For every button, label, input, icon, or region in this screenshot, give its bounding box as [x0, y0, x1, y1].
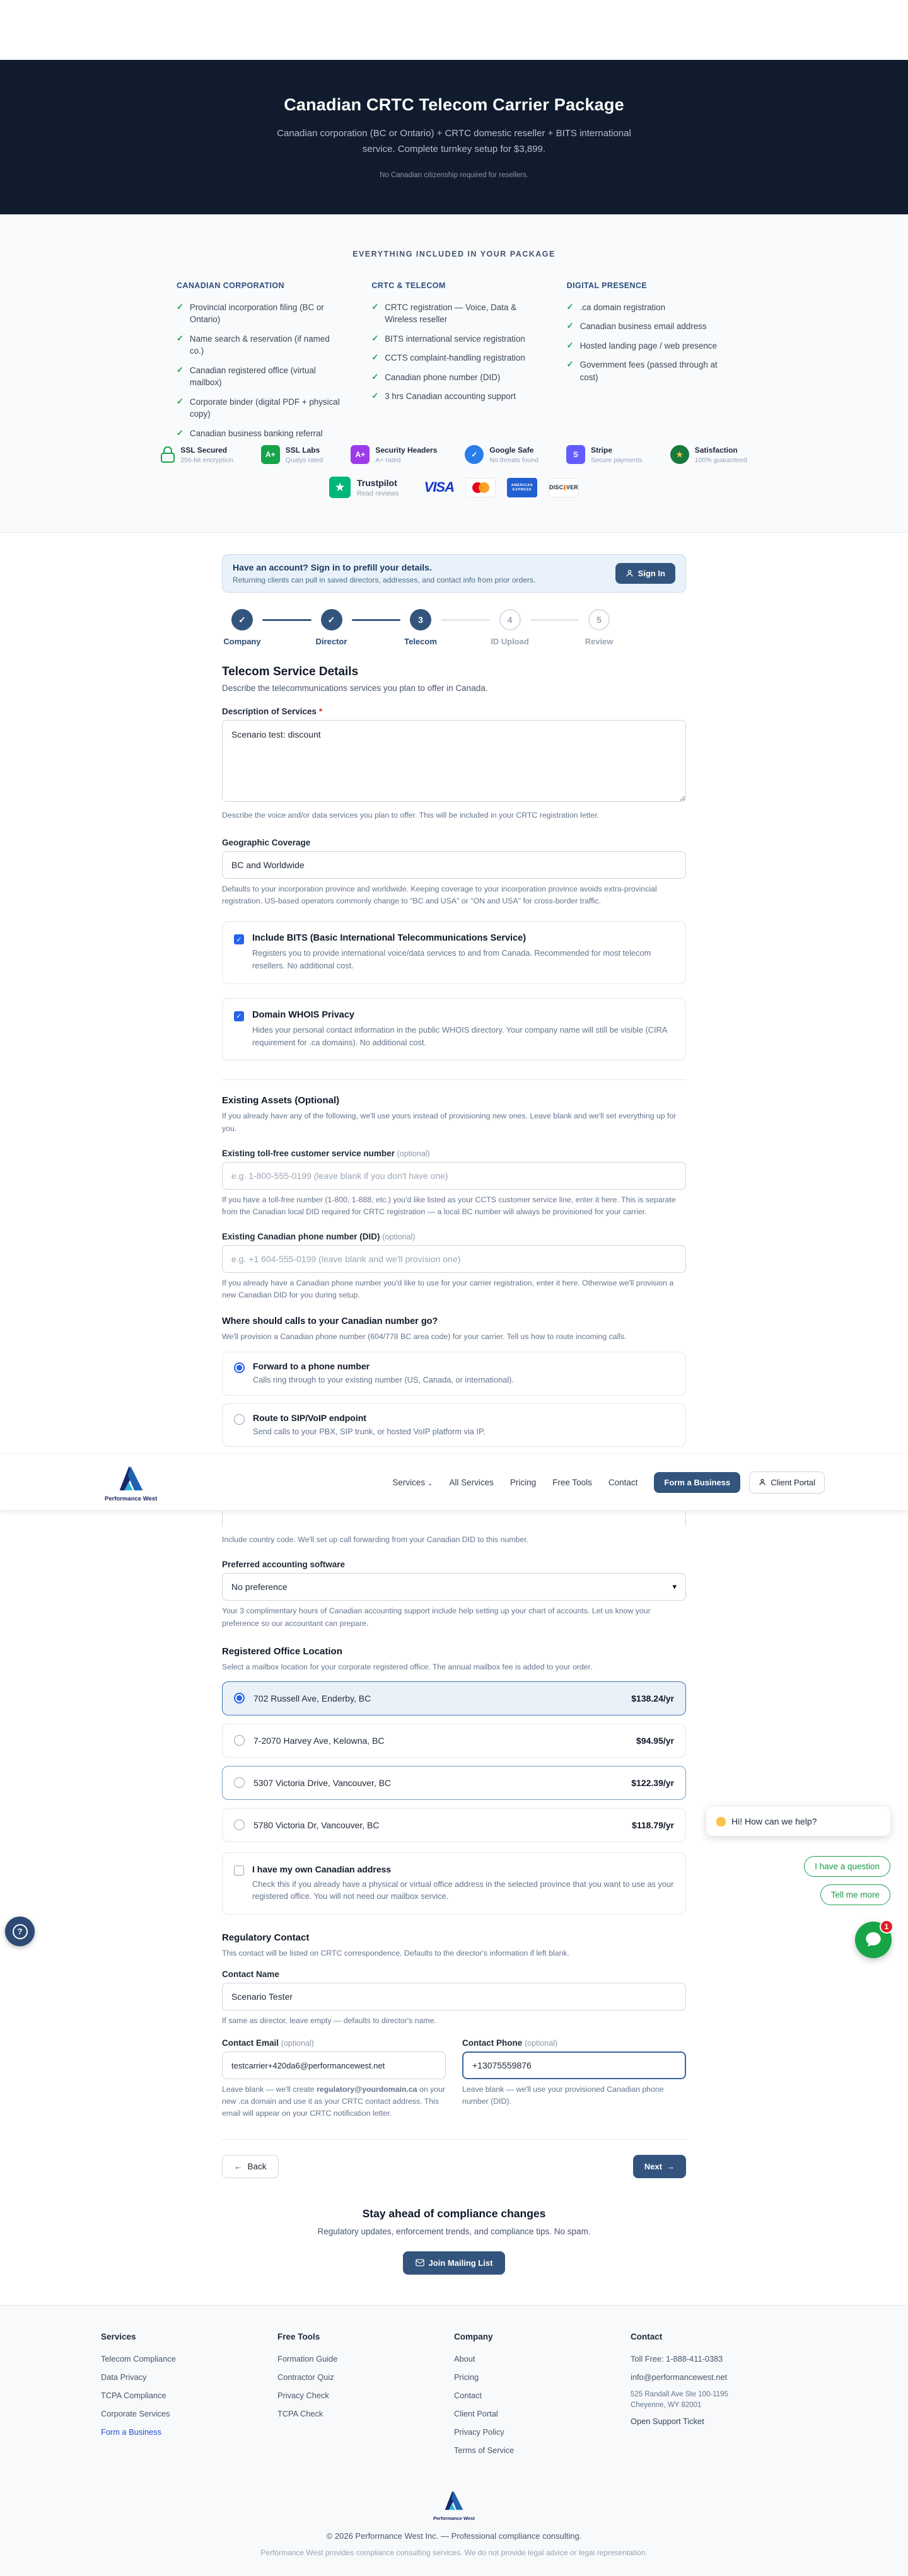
list-item: ✓ Canadian registered office (virtual mailbox) [177, 364, 341, 389]
footer-link-form-a-business[interactable]: Form a Business [101, 2427, 162, 2437]
checkbox-icon[interactable] [234, 1865, 244, 1876]
check-icon [177, 333, 183, 357]
footer-phone[interactable]: Toll Free: 1-888-411-0383 [631, 2353, 723, 2364]
routing-option-sip[interactable]: Route to SIP/VoIP endpoint Send calls to your PBX, SIP trunk, or hosted VoIP platform via IP. [222, 1403, 686, 1448]
radio-icon[interactable] [234, 1819, 245, 1830]
mailbox-option-kelowna[interactable]: 7-2070 Harvey Ave, Kelowna, BC $94.95/yr [222, 1724, 686, 1758]
check-circle-icon: ✓ [465, 445, 484, 464]
trustpilot-star-icon: ★ [329, 477, 351, 498]
section-subtitle: Describe the telecommunications services you plan to offer in Canada. [222, 683, 488, 693]
page-title: Canadian CRTC Telecom Carrier Package [284, 95, 624, 114]
badge-ssl-secured: SSL Secured 256-bit encryption [161, 446, 233, 464]
join-mailing-list-button[interactable]: Join Mailing List [403, 2251, 506, 2275]
check-icon [177, 301, 183, 326]
footer-column-contact: Contact Toll Free: 1-888-411-0383 info@performancewest.net 525 Randall Ave Ste 100-1195 Cheyenne, WY 82001 Open Support Ticket [631, 2332, 807, 2464]
hero-note: No Canadian citizenship required for resellers. [380, 171, 528, 179]
footer-copyright: © 2026 Performance West Inc. — Professional compliance consulting. [326, 2531, 582, 2541]
footer-link[interactable]: TCPA Compliance [101, 2390, 166, 2400]
trustpilot-widget[interactable]: ★ Trustpilot Read reviews [329, 477, 399, 498]
chat-launcher-button[interactable] [855, 1922, 892, 1958]
list-item: ✓ Corporate binder (digital PDF + physical copy) [177, 396, 341, 421]
chat-quick-reply-more[interactable]: Tell me more [820, 1884, 890, 1905]
check-icon [177, 396, 183, 421]
footer [0, 2305, 908, 2576]
description-label: Description of Services * [222, 707, 323, 716]
chat-quick-reply-question[interactable]: I have a question [804, 1856, 890, 1877]
lock-icon [161, 446, 175, 463]
description-helper: Describe the voice and/or data services you plan to offer. This will be included in your CRTC registration letter. [222, 811, 600, 820]
footer-link[interactable]: Client Portal [454, 2408, 498, 2418]
forward-number-helper: Include country code. We'll set up call forwarding from your Canadian DID to this number. [222, 1535, 529, 1545]
step-connector [352, 619, 401, 621]
badge-satisfaction: ★ Satisfaction 100% guaranteed [670, 445, 747, 464]
list-item: ✓ CCTS complaint-handling registration [371, 352, 536, 364]
included-column-crtc: CRTC & TELECOM ✓ CRTC registration — Voice, Data & Wireless reseller ✓ BITS international service registration ✓ CCTS complaint-handling registration ✓ Canadian phone number (DID) ✓ 3 hrs Canadian accounting support [371, 281, 536, 446]
envelope-icon [416, 2259, 424, 2266]
radio-selected-icon[interactable] [234, 1362, 245, 1373]
footer-link[interactable]: Contractor Quiz [277, 2372, 334, 2382]
contact-phone-label: Contact Phone (optional) [462, 2038, 558, 2048]
existing-assets-heading: Existing Assets (Optional) [222, 1095, 340, 1106]
hero-banner [0, 60, 908, 214]
footer-column-company: Company About Pricing Contact Client Portal Privacy Policy Terms of Service [454, 2332, 631, 2464]
visa-logo: VISA [424, 479, 454, 495]
step-check-icon: ✓ [231, 609, 253, 630]
star-circle-icon: ★ [670, 445, 689, 464]
included-column-corporation: CANADIAN CORPORATION ✓ Provincial incorporation filing (BC or Ontario) ✓ Name search & reservation (if named co.) ✓ Canadian registered office (virtual mailbox) ✓ Corporate binder (digital PDF + physical copy) ✓ Canadian business banking referral [177, 281, 341, 446]
question-mark-icon: ? [13, 1924, 28, 1939]
accounting-select[interactable]: No preference ▾ [222, 1573, 686, 1601]
list-item: ✓ Canadian business email address [567, 320, 731, 332]
bits-checkbox-card[interactable]: ✓ Include BITS (Basic International Telecommunications Service) Registers you to provide international voice/data services to and from Canada. Recommended for most telecom resellers. No additional cost. [222, 921, 686, 984]
wave-hand-icon [716, 1817, 726, 1826]
chat-bubble-icon [864, 1930, 883, 1949]
list-item: ✓ Hosted landing page / web presence [567, 340, 731, 352]
badge-ssl-labs: A+ SSL Labs Qualys rated [261, 445, 323, 464]
list-item: ✓ Government fees (passed through at cost) [567, 359, 731, 383]
step-telecom[interactable]: 3 Telecom [400, 609, 441, 646]
mastercard-logo [465, 478, 496, 497]
newsletter-subtitle: Regulatory updates, enforcement trends, and compliance tips. No spam. [317, 2226, 591, 2236]
check-icon [567, 340, 574, 352]
regulatory-desc: This contact will be listed on CRTC correspondence. Defaults to the director's information if left blank. [222, 1949, 569, 1958]
a-plus-badge-icon: A+ [351, 445, 370, 464]
footer-address-line: Cheyenne, WY 82001 [631, 2401, 702, 2409]
nav-contact[interactable]: Contact [608, 1477, 638, 1487]
badge-stripe: S Stripe Secure payments [566, 445, 643, 464]
radio-icon[interactable] [234, 1735, 245, 1746]
package-included-section [0, 214, 908, 438]
footer-email[interactable]: info@performancewest.net [631, 2372, 728, 2382]
badge-google-safe: ✓ Google Safe No threats found [465, 445, 538, 464]
newsletter-title: Stay ahead of compliance changes [362, 2207, 546, 2220]
contact-email-helper: Leave blank — we'll create regulatory@yourdomain.ca on your new .ca domain and use it as your CRTC contact address. This email will appear on your CRTC notification letter. [222, 2085, 446, 2118]
accounting-helper: Your 3 complimentary hours of Canadian accounting support include help setting up your chart of accounts. Let us know your preference so our accountant can prepare. [222, 1606, 651, 1628]
unread-badge: 1 [880, 1920, 893, 1934]
list-item: ✓ Canadian business banking referral [177, 427, 341, 439]
footer-link[interactable]: Privacy Policy [454, 2427, 504, 2437]
routing-desc: We'll provision a Canadian phone number (604/778 BC area code) for your carrier. Tell us how to route incoming calls. [222, 1332, 627, 1341]
check-icon [177, 427, 183, 439]
forward-number-input[interactable] [222, 1512, 686, 1529]
did-label: Existing Canadian phone number (DID) (optional) [222, 1231, 416, 1241]
forward-number-input-clipped [222, 1512, 686, 1529]
included-column-digital: DIGITAL PRESENCE ✓ .ca domain registration ✓ Canadian business email address ✓ Hosted landing page / web presence ✓ Government fees (passed through at cost) [567, 281, 731, 446]
routing-heading: Where should calls to your Canadian number go? [222, 1316, 438, 1326]
mailbox-option-victoria-dr[interactable]: 5780 Victoria Dr, Vancouver, BC $118.79/yr [222, 1808, 686, 1842]
help-button[interactable] [5, 1917, 35, 1946]
section-title: Telecom Service Details [222, 665, 359, 678]
tollfree-helper: If you have a toll-free number (1-800, 1-888, etc.) you'd like listed as your CCTS customer service line, enter it here. This is separate from the Canadian local DID required for CRTC registration — a local BC number will always be provisioned for your carrier. [222, 1195, 676, 1216]
check-icon [567, 359, 574, 383]
accounting-label: Preferred accounting software [222, 1560, 346, 1570]
person-icon [626, 569, 634, 577]
mailbox-option-enderby[interactable]: 702 Russell Ave, Enderby, BC $138.24/yr [222, 1681, 686, 1715]
footer-address-line: 525 Randall Ave Ste 100-1195 [631, 2390, 728, 2398]
step-director[interactable]: ✓ Director [311, 609, 352, 646]
office-heading: Registered Office Location [222, 1645, 342, 1657]
step-number: 4 [499, 609, 521, 630]
divider [222, 1079, 686, 1080]
radio-icon[interactable] [234, 1777, 245, 1788]
coverage-input[interactable] [222, 851, 686, 879]
client-portal-button[interactable]: Client Portal [749, 1471, 825, 1494]
own-address-checkbox-card[interactable]: I have my own Canadian address Check this if you already have a physical or virtual office address in the selected province that you want to use as your registered office. You will not need our mailbox service. [222, 1852, 686, 1915]
list-item: ✓ 3 hrs Canadian accounting support [371, 390, 536, 402]
trust-badges-section [0, 435, 908, 533]
step-number: 5 [588, 609, 610, 630]
step-connector [441, 619, 490, 621]
routing-option-forward[interactable]: Forward to a phone number Calls ring through to your existing number (US, Canada, or international). [222, 1352, 686, 1396]
progress-stepper [222, 609, 619, 646]
contact-name-input[interactable] [222, 1983, 686, 2010]
footer-brand [101, 2488, 807, 2557]
did-helper: If you already have a Canadian phone number you'd like to use for your carrier registration, enter it here. Otherwise we'll provision a new Canadian DID for you during setup. [222, 1278, 674, 1299]
tollfree-label: Existing toll-free customer service number (optional) [222, 1148, 430, 1158]
nav-all-services[interactable]: All Services [449, 1477, 494, 1487]
description-textarea[interactable] [222, 720, 686, 802]
step-number: 3 [410, 609, 431, 630]
nav-free-tools[interactable]: Free Tools [552, 1477, 592, 1487]
next-button[interactable]: Next → [633, 2155, 686, 2178]
divider [222, 2139, 686, 2140]
step-review[interactable]: 5 Review [579, 609, 619, 646]
footer-link[interactable]: Corporate Services [101, 2408, 170, 2418]
step-connector [262, 619, 311, 621]
arrow-right-icon [666, 2162, 675, 2171]
check-icon [371, 371, 378, 383]
newsletter-section [0, 2207, 908, 2305]
footer-link[interactable]: About [454, 2353, 475, 2364]
check-icon [371, 390, 378, 402]
included-heading: EVERYTHING INCLUDED IN YOUR PACKAGE [352, 250, 556, 258]
site-navbar [0, 1454, 908, 1510]
signin-subtitle: Returning clients can pull in saved directors, addresses, and contact info from prior orders. [233, 576, 536, 584]
stripe-icon: S [566, 445, 585, 464]
check-icon [177, 364, 183, 389]
radio-selected-icon[interactable] [234, 1693, 245, 1703]
step-id-upload[interactable]: 4 ID Upload [490, 609, 530, 646]
did-input[interactable] [222, 1245, 686, 1273]
check-icon [567, 301, 574, 313]
chat-greeting-bubble[interactable]: Hi! How can we help? [706, 1807, 890, 1836]
signin-banner [222, 554, 686, 593]
hero-subtitle: Canadian corporation (BC or Ontario) + CRTC domestic reseller + BITS international service. Complete turnkey setup for $3,899. [277, 128, 631, 154]
contact-phone-input[interactable] [462, 2051, 686, 2079]
brand-name: Performance West [433, 2515, 475, 2521]
badge-security-headers: A+ Security Headers A+ rated [351, 445, 437, 464]
list-item: ✓ Canadian phone number (DID) [371, 371, 536, 383]
regulatory-heading: Regulatory Contact [222, 1932, 310, 1944]
tollfree-input[interactable] [222, 1162, 686, 1190]
footer-link[interactable]: Data Privacy [101, 2372, 147, 2382]
sign-in-button[interactable]: Sign In [615, 563, 675, 584]
check-icon [371, 301, 378, 326]
office-desc: Select a mailbox location for your corporate registered office. The annual mailbox fee is added to your order. [222, 1662, 593, 1671]
brand-name: Performance West [105, 1495, 158, 1503]
contact-name-label: Contact Name [222, 1970, 279, 1980]
list-item: ✓ Provincial incorporation filing (BC or Ontario) [177, 301, 341, 326]
person-icon [759, 1478, 766, 1486]
footer-link[interactable]: Terms of Service [454, 2445, 515, 2455]
signin-title: Have an account? Sign in to prefill your details. [233, 562, 432, 572]
footer-link[interactable]: Pricing [454, 2372, 479, 2382]
coverage-label: Geographic Coverage [222, 838, 311, 848]
footer-link[interactable]: Telecom Compliance [101, 2353, 176, 2364]
step-connector [530, 619, 579, 621]
footer-link[interactable]: Formation Guide [277, 2353, 338, 2364]
existing-assets-desc: If you already have any of the following, we'll use yours instead of provisioning new ones. Leave blank and we'll set everything up for you. [222, 1111, 677, 1133]
checkbox-checked-icon[interactable] [234, 1011, 244, 1021]
check-icon [371, 333, 378, 345]
list-item: ✓ BITS international service registration [371, 333, 536, 345]
arrow-left-icon [234, 2162, 243, 2171]
performance-west-logo-icon [114, 1462, 148, 1494]
amex-logo: AMERICAN EXPRESS [507, 478, 537, 497]
check-icon [567, 320, 574, 332]
checkbox-checked-icon[interactable] [234, 934, 244, 944]
step-company[interactable]: ✓ Company [222, 609, 262, 646]
footer-support-ticket[interactable]: Open Support Ticket [631, 2416, 704, 2426]
check-icon [371, 352, 378, 364]
footer-link[interactable]: Privacy Check [277, 2390, 329, 2400]
form-a-business-button[interactable]: Form a Business [654, 1472, 740, 1493]
whois-checkbox-card[interactable]: ✓ Domain WHOIS Privacy Hides your personal contact information in the public WHOIS directory. Your company name will still be visible (CIRA requirement for .ca domains). No additional cost. [222, 998, 686, 1061]
footer-link[interactable]: Contact [454, 2390, 482, 2400]
list-item: ✓ .ca domain registration [567, 301, 731, 313]
footer-link[interactable]: TCPA Check [277, 2408, 323, 2418]
contact-email-input[interactable] [222, 2051, 446, 2079]
performance-west-logo-icon [441, 2488, 467, 2512]
a-plus-badge-icon: A+ [261, 445, 280, 464]
mailbox-option-victoria-drive[interactable]: 5307 Victoria Drive, Vancouver, BC $122.39/yr [222, 1766, 686, 1800]
footer-disclaimer: Performance West provides compliance consulting services. We do not provide legal advice or legal representation. [260, 2548, 648, 2557]
contact-phone-helper: Leave blank — we'll use your provisioned Canadian phone number (DID). [462, 2085, 664, 2106]
radio-icon[interactable] [234, 1414, 245, 1425]
chevron-down-icon [672, 1582, 677, 1592]
top-spacer [0, 0, 908, 60]
contact-email-label: Contact Email (optional) [222, 2038, 314, 2048]
back-button[interactable]: ← Back [222, 2155, 279, 2178]
nav-services-menu[interactable]: Services ⌄ [392, 1477, 433, 1487]
contact-name-helper: If same as director, leave empty — defaults to director's name. [222, 2016, 436, 2026]
footer-column-free-tools: Free Tools Formation Guide Contractor Quiz Privacy Check TCPA Check [277, 2332, 454, 2464]
list-item: ✓ Name search & reservation (if named co.) [177, 333, 341, 357]
nav-pricing[interactable]: Pricing [509, 1477, 537, 1487]
coverage-helper: Defaults to your incorporation province and worldwide. Keeping coverage to your incorporation province avoids extra-provincial registration. US-based operators commonly change to "BC and USA" or "ON and USA" for cross-border traffic. [222, 885, 657, 906]
brand-logo[interactable] [105, 1462, 157, 1502]
step-check-icon: ✓ [321, 609, 342, 630]
discover-logo: DISC VER [549, 478, 579, 497]
list-item: ✓ CRTC registration — Voice, Data & Wireless reseller [371, 301, 536, 326]
footer-column-services: Services Telecom Compliance Data Privacy TCPA Compliance Corporate Services Form a Business [101, 2332, 277, 2464]
chevron-down-icon: ⌄ [427, 1480, 433, 1487]
